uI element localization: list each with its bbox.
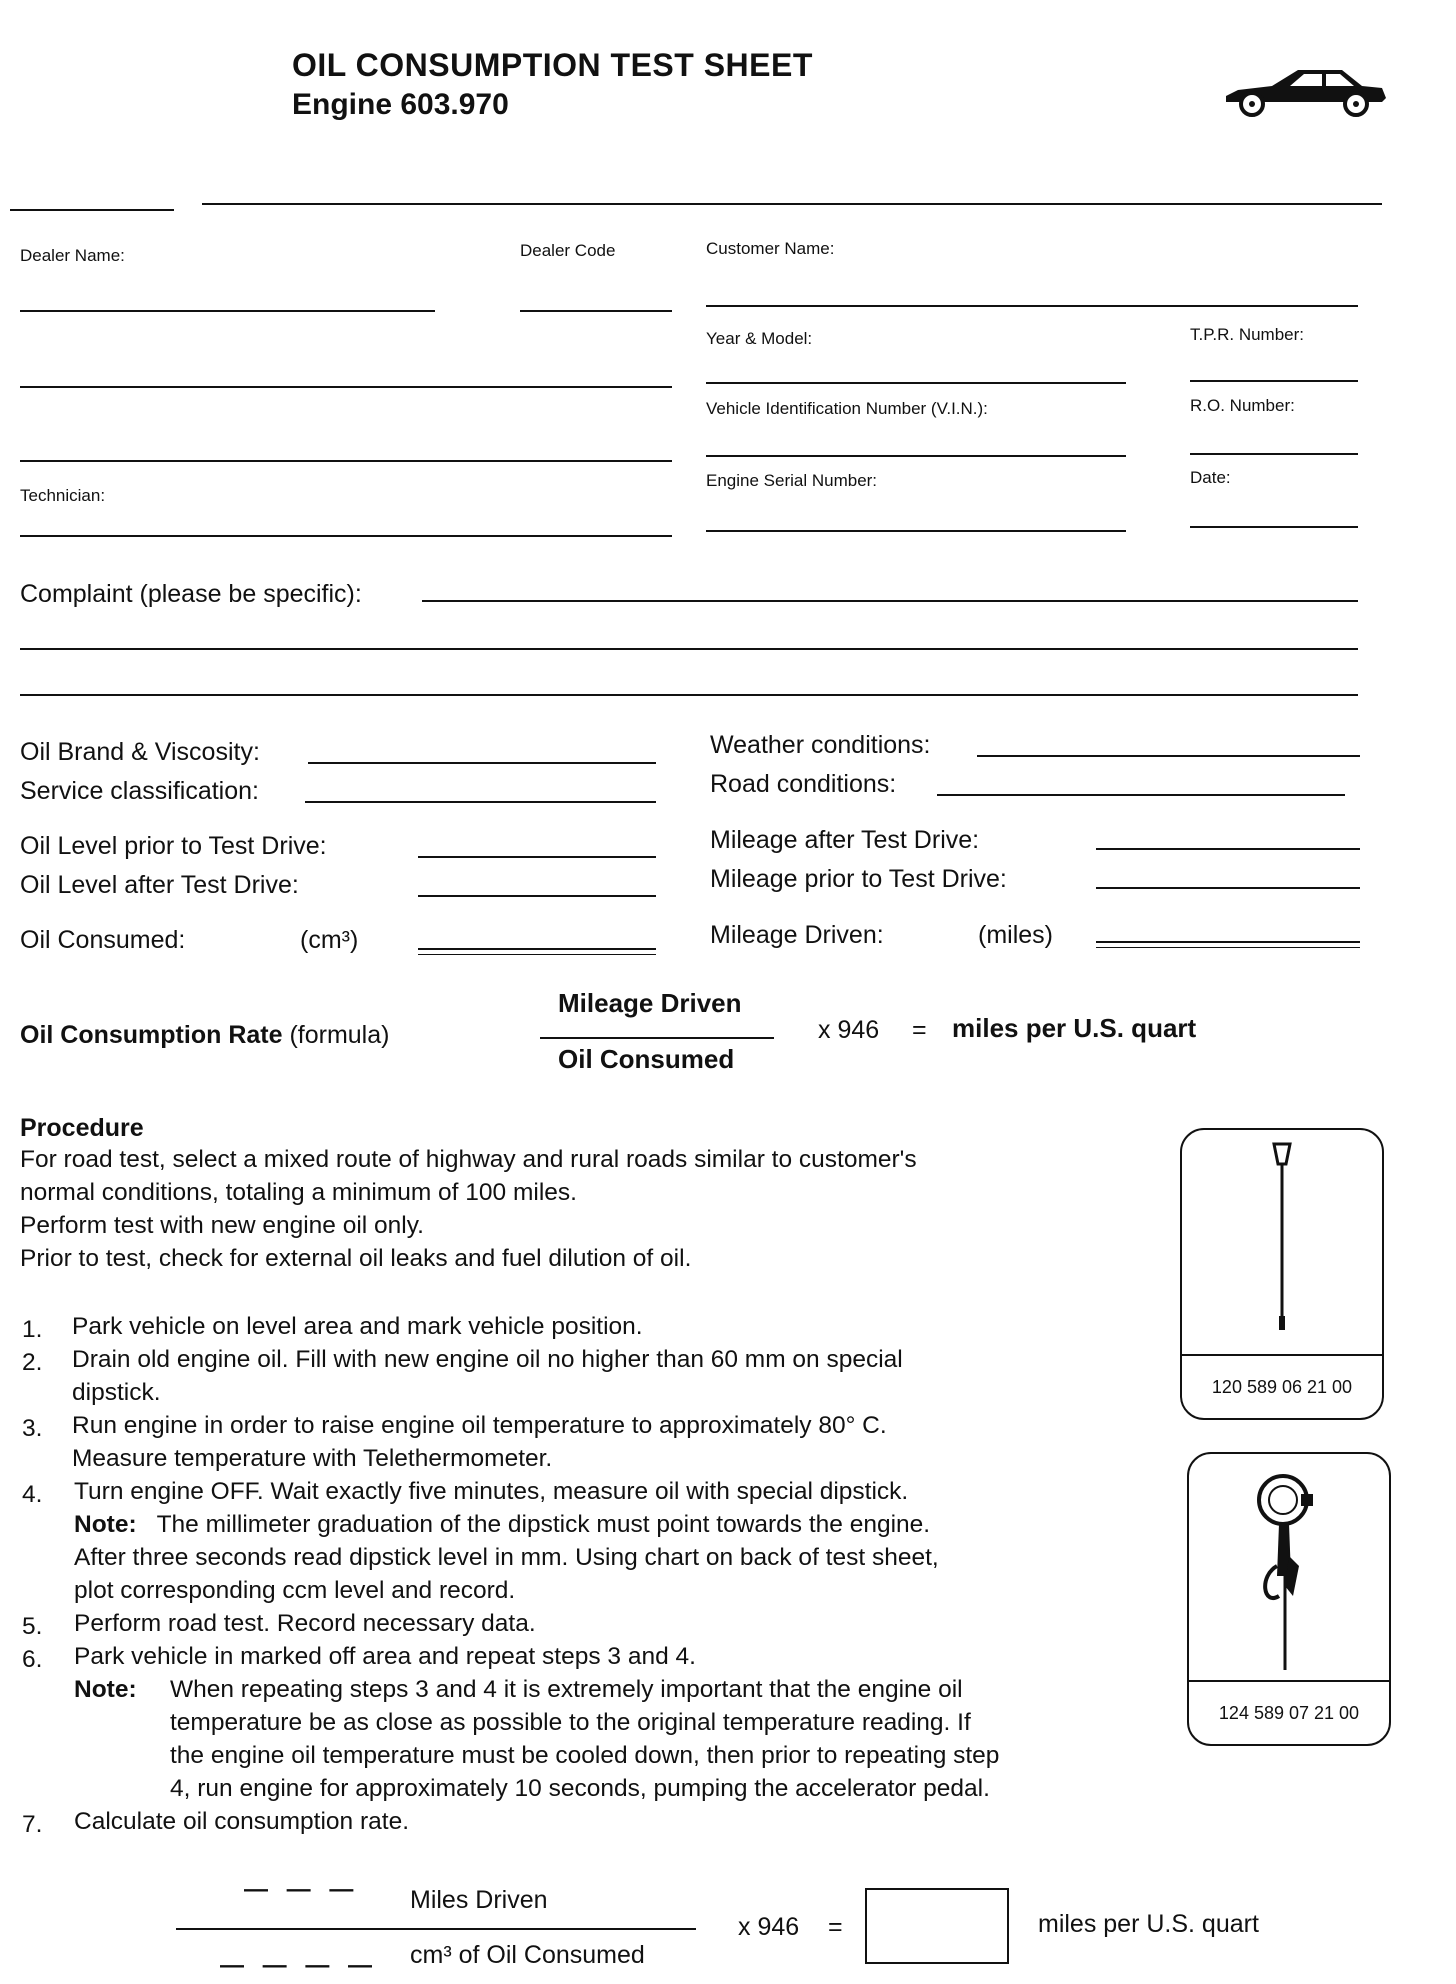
- calc-equals: =: [828, 1913, 843, 1941]
- mileage-driven-field[interactable]: [1096, 941, 1360, 943]
- tpr-number-field[interactable]: [1190, 380, 1358, 382]
- year-model-field[interactable]: [706, 382, 1126, 384]
- calc-denominator: cm³ of Oil Consumed: [410, 1941, 645, 1969]
- ro-number-label: R.O. Number:: [1190, 396, 1295, 415]
- tool-card-dipstick: [1180, 1128, 1384, 1420]
- step-line: Park vehicle on level area and mark vehicle position.: [72, 1313, 643, 1340]
- oil-consumed-field-underline: [418, 954, 656, 955]
- result-box[interactable]: [865, 1888, 1009, 1964]
- formula-numerator: Mileage Driven: [558, 988, 742, 1018]
- formula-multiplier: x 946: [818, 1016, 880, 1044]
- procedure-heading: Procedure: [20, 1114, 144, 1142]
- step-note: [74, 1508, 1134, 1541]
- step-text: [74, 1607, 1134, 1640]
- step-line: Turn engine OFF. Wait exactly five minutes, measure oil with special dipstick.: [74, 1478, 909, 1505]
- oil-prior-field[interactable]: [418, 856, 656, 858]
- weather-field[interactable]: [977, 755, 1360, 757]
- dealer-address-field-1[interactable]: [20, 386, 672, 388]
- miles-blank[interactable]: — — —: [244, 1876, 360, 1903]
- note-label: Note:: [74, 1676, 137, 1703]
- note-line: When repeating steps 3 and 4 it is extremely important that the engine oil: [170, 1676, 963, 1703]
- complaint-field-3[interactable]: [20, 694, 1358, 696]
- oil-after-field[interactable]: [418, 895, 656, 897]
- calc-fraction-bar: [176, 1928, 696, 1930]
- tool-card-thermometer: [1187, 1452, 1391, 1746]
- dealer-code-field[interactable]: [520, 310, 672, 312]
- complaint-field-2[interactable]: [20, 648, 1358, 650]
- mileage-driven-unit: (miles): [978, 921, 1053, 949]
- step-line: Measure temperature with Telethermometer.: [72, 1445, 553, 1472]
- engine-serial-field[interactable]: [706, 530, 1126, 532]
- note-line: plot corresponding ccm level and record.: [74, 1577, 516, 1604]
- step-number: 7.: [22, 1811, 43, 1838]
- note-label: Note:: [74, 1511, 137, 1538]
- oil-brand-field[interactable]: [308, 762, 656, 764]
- oil-consumed-unit: (cm³): [300, 926, 359, 954]
- vin-field[interactable]: [706, 455, 1126, 457]
- technician-label: Technician:: [20, 486, 106, 505]
- formula-fraction-bar: [540, 1037, 774, 1039]
- part-number: 120 589 06 21 00: [1182, 1354, 1382, 1418]
- customer-name-field[interactable]: [706, 305, 1358, 307]
- oil-consumed-field[interactable]: [418, 948, 656, 950]
- step-number: 3.: [22, 1415, 43, 1442]
- oil-after-label: Oil Level after Test Drive:: [20, 871, 299, 899]
- technician-field[interactable]: [20, 535, 672, 537]
- date-field[interactable]: [1190, 526, 1358, 528]
- formula-denominator: Oil Consumed: [558, 1044, 735, 1074]
- calc-numerator: Miles Driven: [410, 1886, 548, 1914]
- dealer-code-label: Dealer Code: [520, 241, 616, 260]
- step-text: [72, 1343, 1132, 1409]
- step-note: [170, 1673, 1150, 1805]
- complaint-label: Complaint (please be specific):: [20, 580, 362, 608]
- step-text: [74, 1475, 1134, 1607]
- step-number: 6.: [22, 1646, 43, 1673]
- engine-serial-label: Engine Serial Number:: [706, 471, 878, 490]
- formula-result: miles per U.S. quart: [952, 1013, 1197, 1043]
- formula-equals: =: [912, 1016, 927, 1044]
- dipstick-icon: [1262, 1140, 1302, 1340]
- header-rule-left: [10, 209, 174, 211]
- step-line: dipstick.: [72, 1379, 161, 1406]
- header-rule: [202, 203, 1382, 205]
- note-line: 4, run engine for approximately 10 seconds, pumping the accelerator pedal.: [170, 1775, 990, 1802]
- mileage-driven-field-underline: [1096, 947, 1360, 948]
- dealer-address-field-2[interactable]: [20, 460, 672, 462]
- calc-result: miles per U.S. quart: [1038, 1910, 1259, 1938]
- formula-label-rest: (formula): [289, 1021, 390, 1049]
- step-number: 4.: [22, 1481, 43, 1508]
- car-icon: [1220, 62, 1390, 120]
- note-line: temperature be as close as possible to the original temperature reading. If: [170, 1709, 971, 1736]
- oil-prior-label: Oil Level prior to Test Drive:: [20, 832, 327, 860]
- note-line: The millimeter graduation of the dipstick must point towards the engine.: [156, 1511, 931, 1538]
- service-class-label: Service classification:: [20, 777, 259, 805]
- step-text: [72, 1310, 1132, 1343]
- cm3-blank[interactable]: — — — —: [220, 1952, 379, 1979]
- ro-number-field[interactable]: [1190, 453, 1358, 455]
- oil-brand-label: Oil Brand & Viscosity:: [20, 738, 260, 766]
- mileage-driven-label: Mileage Driven:: [710, 921, 884, 949]
- step-line: Drain old engine oil. Fill with new engine oil no higher than 60 mm on special: [72, 1346, 903, 1373]
- procedure-intro-line: Prior to test, check for external oil leaks and fuel dilution of oil.: [20, 1245, 692, 1272]
- tpr-number-label: T.P.R. Number:: [1190, 325, 1305, 344]
- road-field[interactable]: [937, 794, 1345, 796]
- vin-label: Vehicle Identification Number (V.I.N.):: [706, 399, 988, 418]
- formula-label: [20, 1021, 389, 1050]
- oil-consumed-label: Oil Consumed:: [20, 926, 186, 954]
- step-number: 1.: [22, 1316, 43, 1343]
- complaint-field-1[interactable]: [422, 600, 1358, 602]
- calc-multiplier: x 946: [738, 1913, 800, 1941]
- procedure-intro-line: For road test, select a mixed route of highway and rural roads similar to customer's: [20, 1146, 917, 1173]
- page-subtitle: Engine 603.970: [292, 88, 509, 121]
- page-title: OIL CONSUMPTION TEST SHEET: [292, 47, 813, 83]
- note-line: the engine oil temperature must be cooled down, then prior to repeating step: [170, 1742, 1000, 1769]
- mileage-after-field[interactable]: [1096, 848, 1360, 850]
- step-number: 5.: [22, 1613, 43, 1640]
- formula-label-bold: Oil Consumption Rate: [20, 1021, 283, 1049]
- note-line: After three seconds read dipstick level in mm. Using chart on back of test sheet,: [74, 1544, 939, 1571]
- mileage-after-label: Mileage after Test Drive:: [710, 826, 980, 854]
- dealer-name-field[interactable]: [20, 310, 435, 312]
- step-text: [74, 1805, 1134, 1838]
- dealer-name-label: Dealer Name:: [20, 246, 125, 265]
- step-text: [72, 1409, 1132, 1475]
- telethermometer-icon: [1249, 1466, 1329, 1676]
- customer-name-label: Customer Name:: [706, 239, 835, 258]
- step-line: Park vehicle in marked off area and repeat steps 3 and 4.: [74, 1643, 696, 1670]
- step-text: [74, 1640, 1134, 1673]
- step-line: Calculate oil consumption rate.: [74, 1808, 410, 1835]
- step-line: Run engine in order to raise engine oil temperature to approximately 80° C.: [72, 1412, 887, 1439]
- mileage-prior-field[interactable]: [1096, 887, 1360, 889]
- step-number: 2.: [22, 1349, 43, 1376]
- procedure-intro-line: normal conditions, totaling a minimum of 100 miles.: [20, 1179, 577, 1206]
- step-line: Perform road test. Record necessary data.: [74, 1610, 536, 1637]
- procedure-intro: [20, 1143, 1150, 1275]
- procedure-intro-line: Perform test with new engine oil only.: [20, 1212, 424, 1239]
- part-number: 124 589 07 21 00: [1189, 1680, 1389, 1744]
- mileage-prior-label: Mileage prior to Test Drive:: [710, 865, 1007, 893]
- year-model-label: Year & Model:: [706, 329, 813, 348]
- date-label: Date:: [1190, 468, 1231, 487]
- weather-label: Weather conditions:: [710, 731, 931, 759]
- service-class-field[interactable]: [305, 801, 656, 803]
- road-label: Road conditions:: [710, 770, 897, 798]
